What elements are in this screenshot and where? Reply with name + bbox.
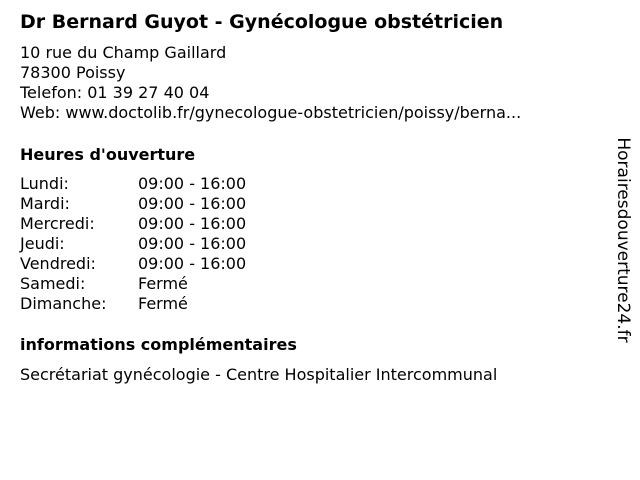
day-hours: 09:00 - 16:00 xyxy=(138,254,247,273)
opening-hours-table xyxy=(20,174,246,314)
day-hours: Fermé xyxy=(138,294,188,313)
day-hours: 09:00 - 16:00 xyxy=(138,174,247,193)
hours-row-sunday xyxy=(20,294,246,314)
website-link[interactable]: Web: www.doctolib.fr/gynecologue-obstetricien/poissy/berna... xyxy=(20,103,522,122)
day-hours: 09:00 - 16:00 xyxy=(138,234,247,253)
day-hours: 09:00 - 16:00 xyxy=(138,194,247,213)
hours-row-saturday xyxy=(20,274,246,294)
hours-row-friday xyxy=(20,254,246,274)
day-label: Samedi: xyxy=(20,274,86,293)
opening-hours-heading: Heures d'ouverture xyxy=(20,145,196,164)
hours-row-thursday xyxy=(20,234,246,254)
additional-info-text: Secrétariat gynécologie - Centre Hospitalier Intercommunal xyxy=(20,365,498,384)
day-hours: 09:00 - 16:00 xyxy=(138,214,247,233)
additional-info-heading: informations complémentaires xyxy=(20,335,297,354)
day-label: Lundi: xyxy=(20,174,69,193)
site-watermark: Horairesdouverture24.fr xyxy=(613,137,633,343)
hours-row-tuesday xyxy=(20,194,246,214)
hours-row-monday xyxy=(20,174,246,194)
address-block xyxy=(20,43,521,123)
phone-number: Telefon: 01 39 27 40 04 xyxy=(20,83,210,102)
day-label: Vendredi: xyxy=(20,254,96,273)
day-label: Mercredi: xyxy=(20,214,95,233)
day-label: Jeudi: xyxy=(20,234,65,253)
city-postal-code: 78300 Poissy xyxy=(20,63,126,82)
street-address: 10 rue du Champ Gaillard xyxy=(20,43,227,62)
day-label: Dimanche: xyxy=(20,294,107,313)
day-label: Mardi: xyxy=(20,194,70,213)
page-title: Dr Bernard Guyot - Gynécologue obstétricien xyxy=(20,11,504,33)
day-hours: Fermé xyxy=(138,274,188,293)
hours-row-wednesday xyxy=(20,214,246,234)
